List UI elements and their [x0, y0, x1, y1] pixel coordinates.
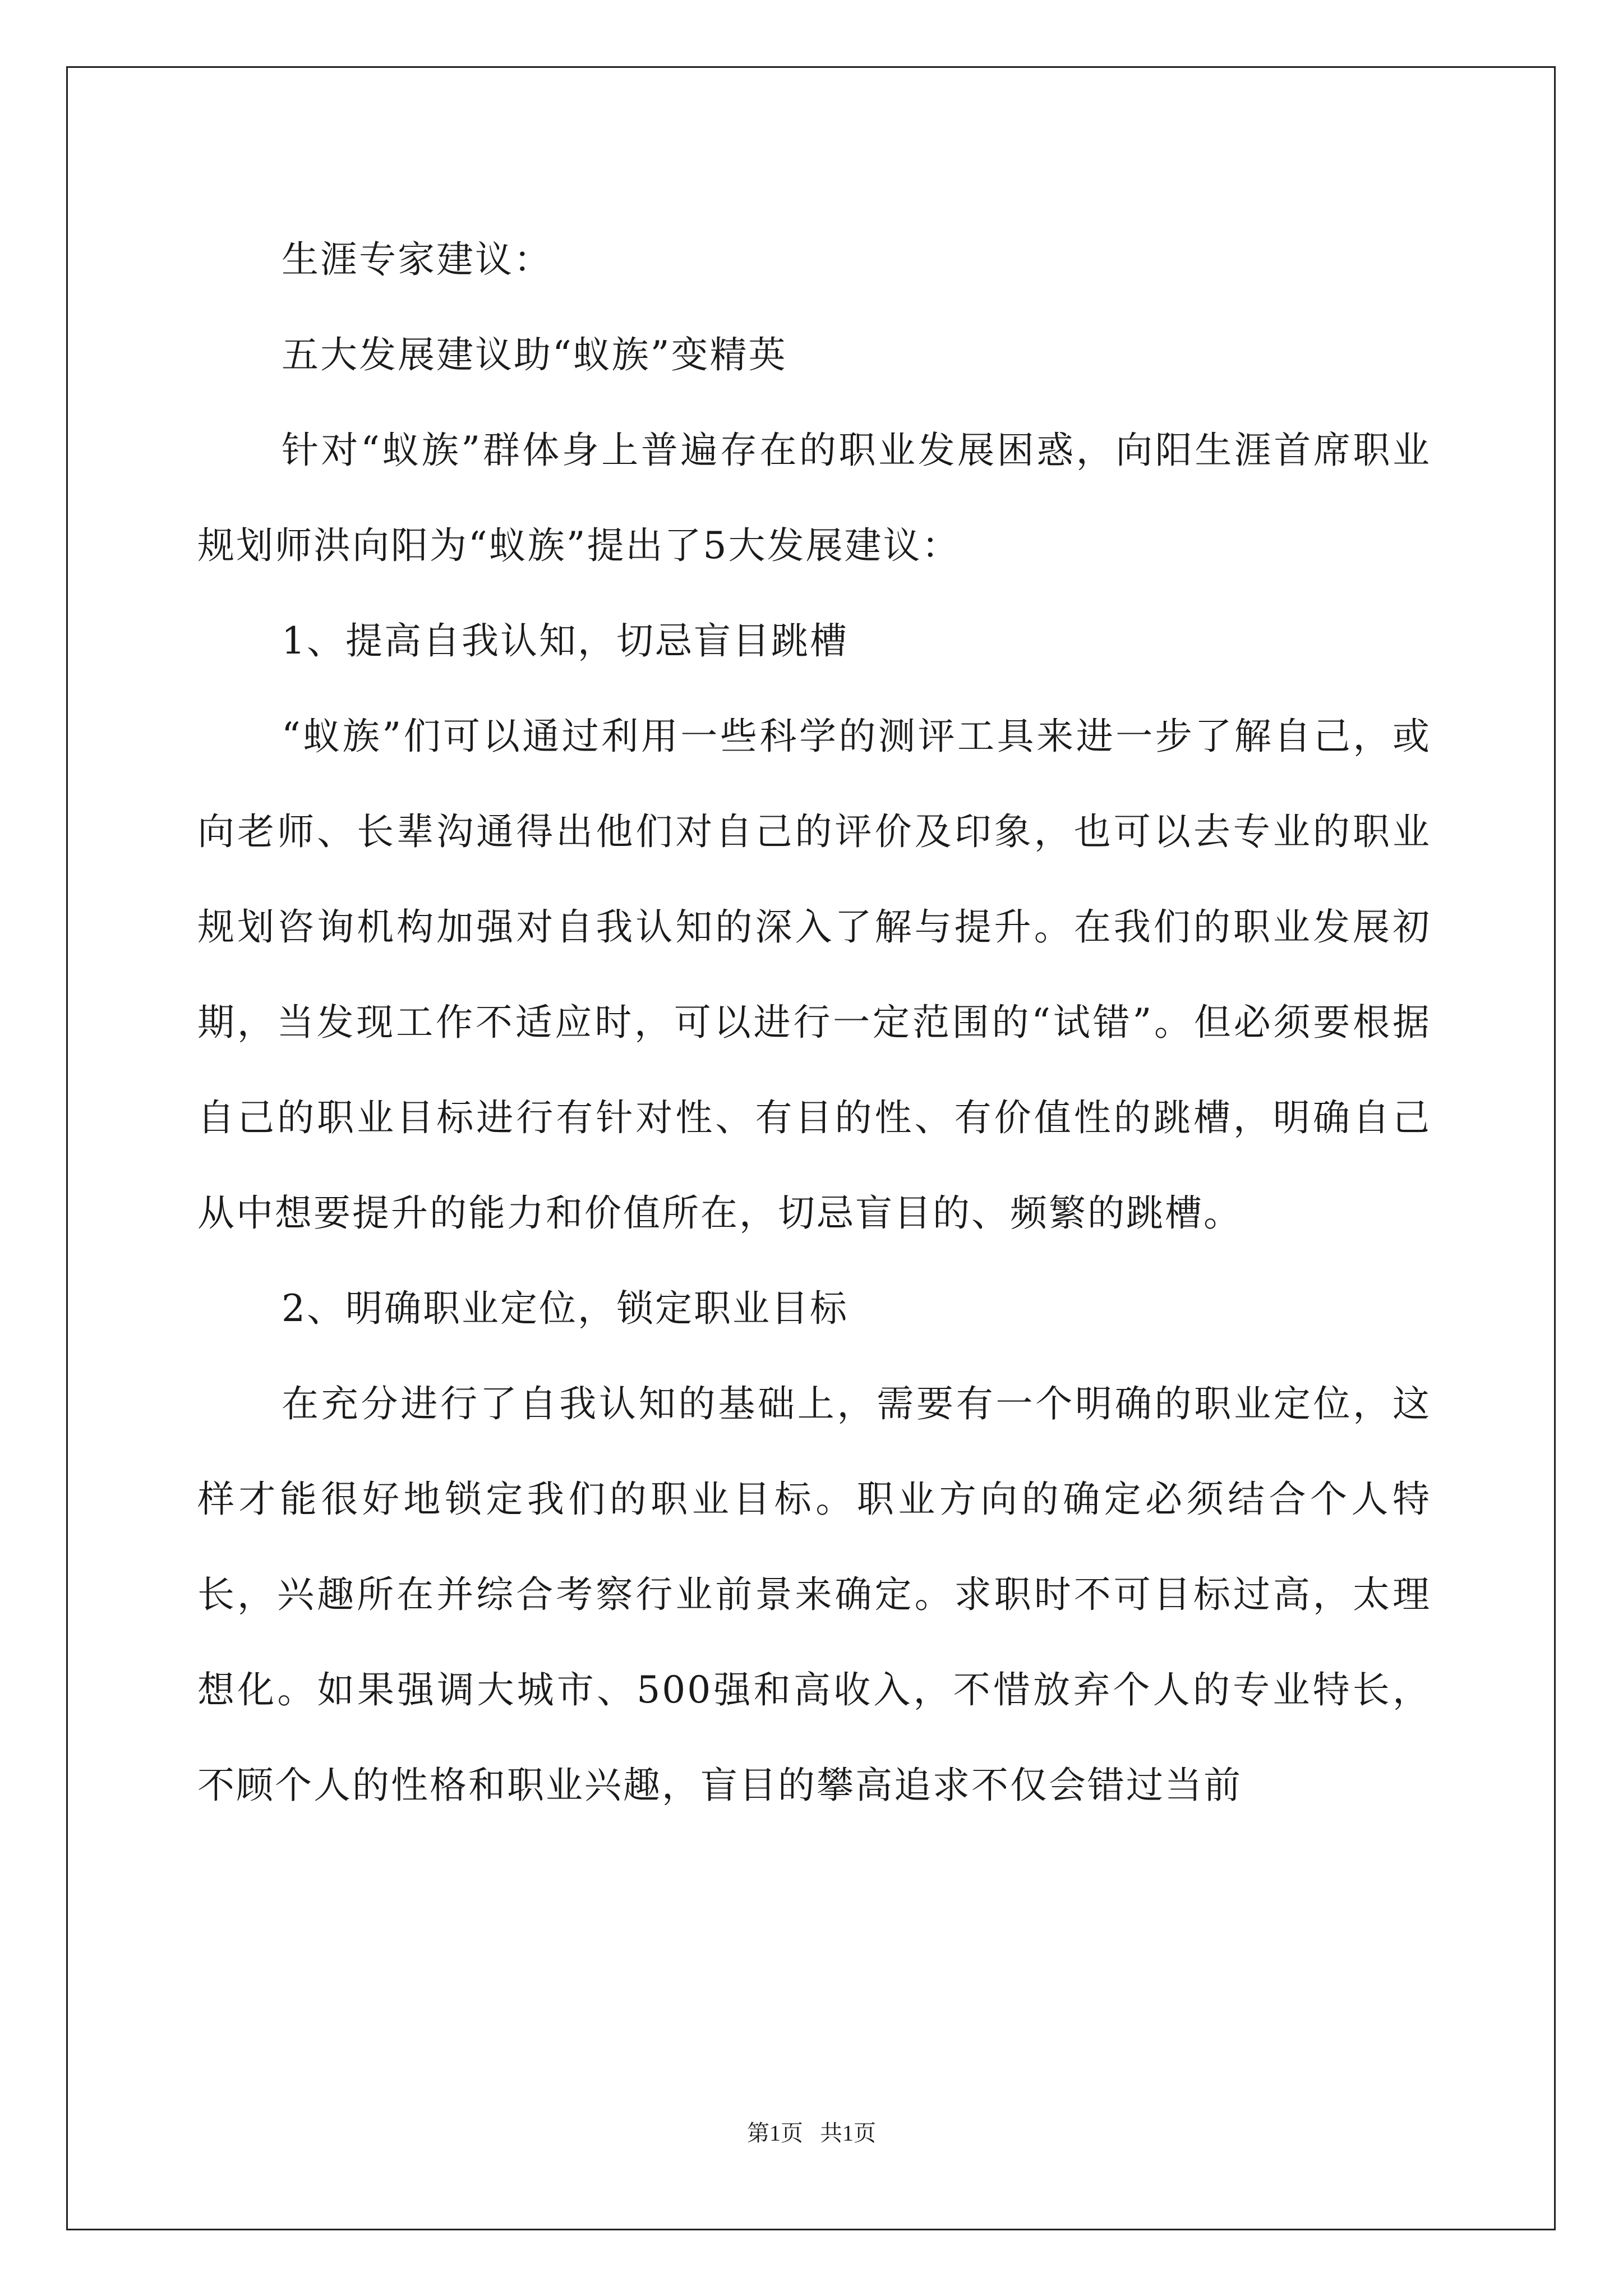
point-1-paragraph: “蚁族”们可以通过利用一些科学的测评工具来进一步了解自己，或向老师、长辈沟通得出他们对自己的评价及印象，也可以去专业的职业规划咨询机构加强对自我认知的深入了解与提升。在我们的职业发展初期，当发现工作不适应时，可以进行一定范围的“试错”。但必须要根据自己的职业目标进行有针对性、有目的性、有价值性的跳槽，明确自己从中想要提升的能力和价值所在，切忌盲目的、频繁的跳槽。 — [197, 715, 1431, 1235]
page-number: 第1页 — [747, 2120, 803, 2146]
page-total: 共1页 — [820, 2120, 876, 2146]
page-footer — [0, 2119, 1623, 2147]
section-heading: 生涯专家建议： — [282, 238, 552, 281]
point-2-paragraph: 在充分进行了自我认知的基础上，需要有一个明确的职业定位，这样才能很好地锁定我们的职业目标。职业方向的确定必须结合个人特长，兴趣所在并综合考察行业前景来确定。求职时不可目标过高，太理想化。如果强调大城市、500强和高收入，不惜放弃个人的专业特长，不顾个人的性格和职业兴趣，盲目的攀高追求不仅会错过当前 — [197, 1382, 1431, 1807]
article-title: 五大发展建议助“蚁族”变精英 — [282, 333, 787, 376]
intro-paragraph: 针对“蚁族”群体身上普遍存在的职业发展困惑，向阳生涯首席职业规划师洪向阳为“蚁族”提出了5大发展建议： — [197, 429, 1431, 567]
document-body — [197, 212, 1431, 1833]
point-1-heading: 1、提高自我认知，切忌盲目跳槽 — [282, 619, 849, 662]
point-2-heading: 2、明确职业定位，锁定职业目标 — [282, 1287, 849, 1330]
